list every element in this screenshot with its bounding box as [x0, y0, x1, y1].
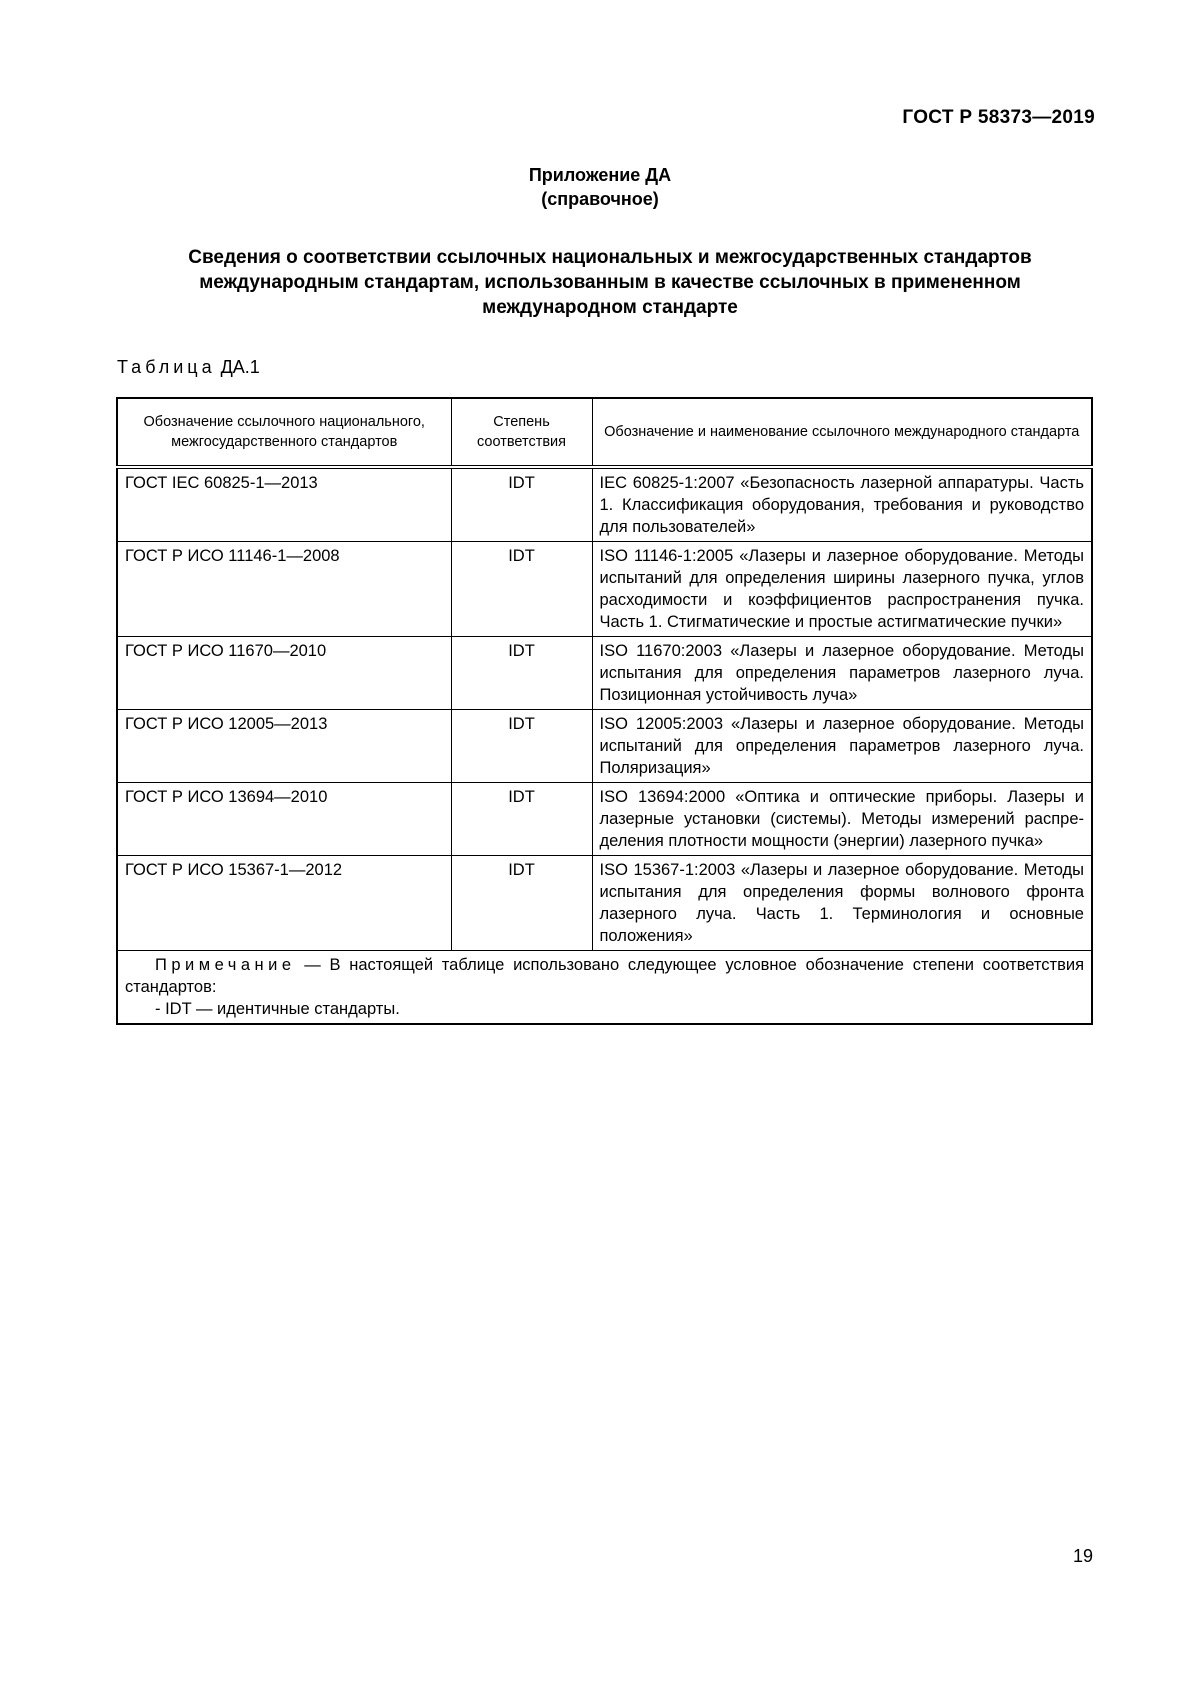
degree-cell: IDT — [451, 637, 592, 710]
document-code: ГОСТ Р 58373—2019 — [902, 107, 1095, 128]
national-standard-cell: ГОСТ IEC 60825-1—2013 — [117, 467, 451, 542]
degree-cell: IDT — [451, 856, 592, 951]
degree-cell: IDT — [451, 783, 592, 856]
table-caption-number: ДА.1 — [220, 357, 260, 377]
degree-cell: IDT — [451, 467, 592, 542]
table-caption — [117, 357, 260, 378]
table-row — [117, 783, 1092, 856]
table-caption-label: Таблица — [117, 357, 216, 377]
table-row — [117, 710, 1092, 783]
note-item: - IDT — идентичные стандарты. — [155, 1000, 400, 1018]
international-standard-cell: IEC 60825-1:2007 «Безопасность лазерной аппаратуры. Часть 1. Классификация оборудования, требования и руководство для пользователей» — [592, 467, 1092, 542]
international-standard-cell: ISO 11670:2003 «Лазеры и лазерное оборудование. Методы испытания для определения параметров лазерного луча. Позиционная устойчивость луча» — [592, 637, 1092, 710]
degree-cell: IDT — [451, 710, 592, 783]
table-row — [117, 637, 1092, 710]
appendix-title: Сведения о соответствии ссылочных национальных и межгосударственных стандартов международным стандартам, использованным в качестве ссылочных в примененном международном стандарте — [188, 247, 1032, 318]
page-number: 19 — [1072, 1546, 1093, 1566]
national-standard-cell: ГОСТ Р ИСО 12005—2013 — [117, 710, 451, 783]
appendix-heading — [0, 163, 1200, 211]
header-degree: Степень соответствия — [451, 398, 592, 467]
appendix-label: Приложение ДА — [528, 165, 672, 185]
note-paragraph — [125, 954, 1084, 998]
international-standard-cell: ISO 15367-1:2003 «Лазеры и лазерное оборудование. Методы испытания для определения формы волнового фронта лазерного луча. Часть 1. Терминология и основные положения» — [592, 856, 1092, 951]
international-standard-cell: ISO 12005:2003 «Лазеры и лазерное оборудование. Методы испытаний для определения параметров лазерного луча. Поляризация» — [592, 710, 1092, 783]
degree-cell: IDT — [451, 542, 592, 637]
header-international-standard: Обозначение и наименование ссылочного международного стандарта — [592, 398, 1092, 467]
table-row — [117, 542, 1092, 637]
table-note — [117, 951, 1092, 1025]
correspondence-table — [116, 397, 1093, 1025]
header-national-standard: Обозначение ссылочного национального, межгосударственного стандартов — [117, 398, 451, 467]
table-row — [117, 467, 1092, 542]
appendix-type: (справочное) — [541, 189, 659, 209]
note-label: Примечание — [155, 956, 296, 974]
table-note-row — [117, 951, 1092, 1025]
international-standard-cell: ISO 13694:2000 «Оптика и оптические приборы. Лазеры и лазерные установки (системы). Методы измерений распределения плотности мощности (энергии) лазерного пучка» — [592, 783, 1092, 856]
national-standard-cell: ГОСТ Р ИСО 13694—2010 — [117, 783, 451, 856]
table-header-row — [117, 398, 1092, 467]
international-standard-cell: ISO 11146-1:2005 «Лазеры и лазерное оборудование. Методы испытаний для определения ширины лазерного пучка, углов расходимости и коэффициентов распространения пучка. Часть 1. Стигматические и простые астигматические пучки» — [592, 542, 1092, 637]
national-standard-cell: ГОСТ Р ИСО 11146-1—2008 — [117, 542, 451, 637]
national-standard-cell: ГОСТ Р ИСО 11670—2010 — [117, 637, 451, 710]
table-row — [117, 856, 1092, 951]
note-text: — В настоящей таблице использовано следующее условное обозначение степени соответствия стандартов: — [125, 956, 1084, 996]
national-standard-cell: ГОСТ Р ИСО 15367-1—2012 — [117, 856, 451, 951]
